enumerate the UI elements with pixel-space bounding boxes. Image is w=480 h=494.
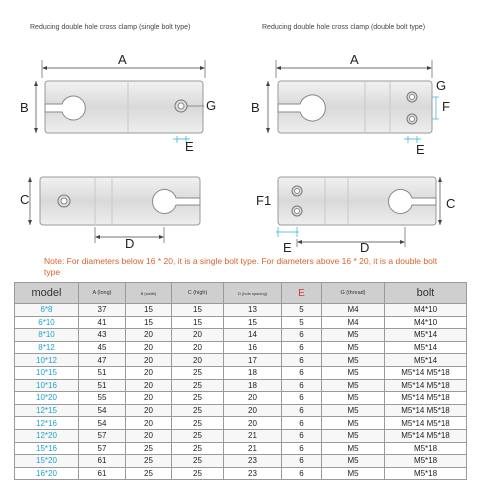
- table-row: [15, 404, 467, 417]
- cell-e: 6: [282, 442, 322, 455]
- header-e: E: [282, 283, 322, 304]
- cell-bolt: M5*14: [385, 341, 467, 354]
- dim-label-e-double: E: [416, 142, 425, 157]
- dim-label-e-double-top: E: [283, 240, 292, 255]
- cell-c: 25: [172, 429, 224, 442]
- cell-a: 55: [79, 392, 126, 405]
- cell-b: 25: [126, 442, 172, 455]
- cell-e: 6: [282, 392, 322, 405]
- cell-d: 21: [224, 429, 282, 442]
- cell-model: 6*8: [15, 304, 79, 317]
- cell-d: 20: [224, 417, 282, 430]
- cell-model: 15*20: [15, 455, 79, 468]
- dim-label-e-single: E: [185, 139, 194, 154]
- cell-g: M4: [322, 316, 385, 329]
- cell-d: 18: [224, 379, 282, 392]
- cell-b: 15: [126, 304, 172, 317]
- table-row: [15, 442, 467, 455]
- cell-e: 6: [282, 417, 322, 430]
- cell-model: 6*10: [15, 316, 79, 329]
- cell-model: 10*15: [15, 366, 79, 379]
- cell-bolt: M5*14: [385, 329, 467, 342]
- cell-a: 54: [79, 404, 126, 417]
- cell-b: 20: [126, 354, 172, 367]
- cell-b: 15: [126, 316, 172, 329]
- cell-a: 57: [79, 442, 126, 455]
- cell-a: 57: [79, 429, 126, 442]
- dim-label-c-single: C: [20, 192, 30, 207]
- single-bolt-title: Reducing double hole cross clamp (single bolt type): [30, 24, 191, 31]
- table-row: [15, 366, 467, 379]
- cell-e: 6: [282, 354, 322, 367]
- cell-bolt: M5*14 M5*18: [385, 429, 467, 442]
- cell-a: 61: [79, 467, 126, 480]
- double-bolt-title: Reducing double hole cross clamp (double bolt type): [262, 24, 426, 31]
- table-row: [15, 417, 467, 430]
- cell-c: 20: [172, 341, 224, 354]
- cell-e: 6: [282, 429, 322, 442]
- cell-e: 5: [282, 316, 322, 329]
- table-row: [15, 304, 467, 317]
- dim-label-a-single: A: [118, 52, 127, 67]
- cell-c: 15: [172, 304, 224, 317]
- dim-label-f1-double: F1: [256, 193, 272, 208]
- cell-d: 13: [224, 304, 282, 317]
- cell-e: 6: [282, 366, 322, 379]
- header-g: G (thread): [322, 283, 385, 304]
- cell-c: 25: [172, 467, 224, 480]
- cell-g: M4: [322, 304, 385, 317]
- cell-c: 20: [172, 329, 224, 342]
- header-b: B (width): [126, 283, 172, 304]
- cell-a: 41: [79, 316, 126, 329]
- cell-model: 10*12: [15, 354, 79, 367]
- cell-b: 20: [126, 392, 172, 405]
- cell-b: 20: [126, 341, 172, 354]
- cell-bolt: M5*18: [385, 455, 467, 468]
- cell-e: 6: [282, 467, 322, 480]
- cell-g: M5: [322, 379, 385, 392]
- cell-d: 20: [224, 404, 282, 417]
- cell-b: 20: [126, 404, 172, 417]
- cell-c: 25: [172, 442, 224, 455]
- table-row: [15, 429, 467, 442]
- cell-bolt: M5*18: [385, 442, 467, 455]
- cell-c: 25: [172, 366, 224, 379]
- dim-label-c-double: C: [446, 196, 456, 211]
- header-model: model: [15, 283, 79, 304]
- cell-b: 20: [126, 417, 172, 430]
- cell-c: 25: [172, 455, 224, 468]
- cell-bolt: M5*14 M5*18: [385, 417, 467, 430]
- dim-label-b-double: B: [251, 100, 260, 115]
- cell-g: M5: [322, 429, 385, 442]
- cell-model: 8*12: [15, 341, 79, 354]
- table-header-row: [15, 283, 467, 304]
- cell-b: 25: [126, 467, 172, 480]
- cell-bolt: M5*14 M5*18: [385, 404, 467, 417]
- table-row: [15, 467, 467, 480]
- cell-b: 20: [126, 366, 172, 379]
- cell-bolt: M4*10: [385, 304, 467, 317]
- cell-a: 51: [79, 366, 126, 379]
- cell-c: 25: [172, 417, 224, 430]
- cell-b: 20: [126, 379, 172, 392]
- cell-model: 16*20: [15, 467, 79, 480]
- spec-table: [14, 282, 467, 480]
- cell-d: 16: [224, 341, 282, 354]
- table-row: [15, 354, 467, 367]
- dim-label-b-single: B: [20, 100, 29, 115]
- cell-bolt: M5*18: [385, 467, 467, 480]
- table-row: [15, 316, 467, 329]
- header-c: C (high): [172, 283, 224, 304]
- header-bolt: bolt: [385, 283, 467, 304]
- cell-b: 20: [126, 329, 172, 342]
- dim-label-d-single: D: [125, 236, 135, 251]
- cell-d: 15: [224, 316, 282, 329]
- cell-a: 54: [79, 417, 126, 430]
- dim-label-g-double: G: [436, 78, 447, 93]
- cell-e: 6: [282, 455, 322, 468]
- cell-bolt: M5*14 M5*18: [385, 392, 467, 405]
- bolt-type-note: Note: For diameters below 16 * 20, it is a single bolt type. For diameters above 16 * 20, it is a double bolt type: [44, 256, 438, 277]
- cell-e: 6: [282, 329, 322, 342]
- cell-c: 15: [172, 316, 224, 329]
- dim-label-g-single: G: [206, 98, 217, 113]
- cell-a: 43: [79, 329, 126, 342]
- cell-g: M5: [322, 455, 385, 468]
- table-row: [15, 329, 467, 342]
- cell-g: M5: [322, 366, 385, 379]
- cell-d: 14: [224, 329, 282, 342]
- cell-model: 12*15: [15, 404, 79, 417]
- cell-model: 12*16: [15, 417, 79, 430]
- cell-d: 17: [224, 354, 282, 367]
- cell-e: 6: [282, 379, 322, 392]
- single-bolt-top-drawing: [0, 165, 240, 255]
- cell-d: 23: [224, 455, 282, 468]
- cell-g: M5: [322, 404, 385, 417]
- cell-c: 25: [172, 404, 224, 417]
- cell-a: 47: [79, 354, 126, 367]
- cell-c: 25: [172, 379, 224, 392]
- cell-g: M5: [322, 392, 385, 405]
- cell-c: 20: [172, 354, 224, 367]
- cell-c: 25: [172, 392, 224, 405]
- table-row: [15, 379, 467, 392]
- header-a: A (long): [79, 283, 126, 304]
- cell-a: 45: [79, 341, 126, 354]
- cell-b: 25: [126, 455, 172, 468]
- cell-e: 5: [282, 304, 322, 317]
- table-row: [15, 341, 467, 354]
- cell-model: 10*20: [15, 392, 79, 405]
- cell-model: 10*16: [15, 379, 79, 392]
- cell-g: M5: [322, 341, 385, 354]
- cell-d: 21: [224, 442, 282, 455]
- cell-bolt: M5*14 M5*18: [385, 366, 467, 379]
- cell-g: M5: [322, 329, 385, 342]
- cell-g: M5: [322, 442, 385, 455]
- cell-d: 18: [224, 366, 282, 379]
- cell-model: 8*10: [15, 329, 79, 342]
- dim-label-d-double: D: [360, 240, 370, 255]
- cell-bolt: M5*14 M5*18: [385, 379, 467, 392]
- cell-e: 6: [282, 341, 322, 354]
- cell-d: 23: [224, 467, 282, 480]
- dim-label-f-double: F: [442, 99, 450, 114]
- header-d: D (hole spacing): [224, 283, 282, 304]
- cell-g: M5: [322, 467, 385, 480]
- cell-g: M5: [322, 354, 385, 367]
- cell-bolt: M5*14: [385, 354, 467, 367]
- cell-model: 15*16: [15, 442, 79, 455]
- cell-d: 20: [224, 392, 282, 405]
- table-body: [15, 304, 467, 480]
- cell-bolt: M4*10: [385, 316, 467, 329]
- cell-a: 61: [79, 455, 126, 468]
- dim-label-a-double: A: [350, 52, 359, 67]
- table-row: [15, 455, 467, 468]
- cell-a: 37: [79, 304, 126, 317]
- table-row: [15, 392, 467, 405]
- cell-model: 12*20: [15, 429, 79, 442]
- cell-g: M5: [322, 417, 385, 430]
- cell-e: 6: [282, 404, 322, 417]
- cell-a: 51: [79, 379, 126, 392]
- cell-b: 20: [126, 429, 172, 442]
